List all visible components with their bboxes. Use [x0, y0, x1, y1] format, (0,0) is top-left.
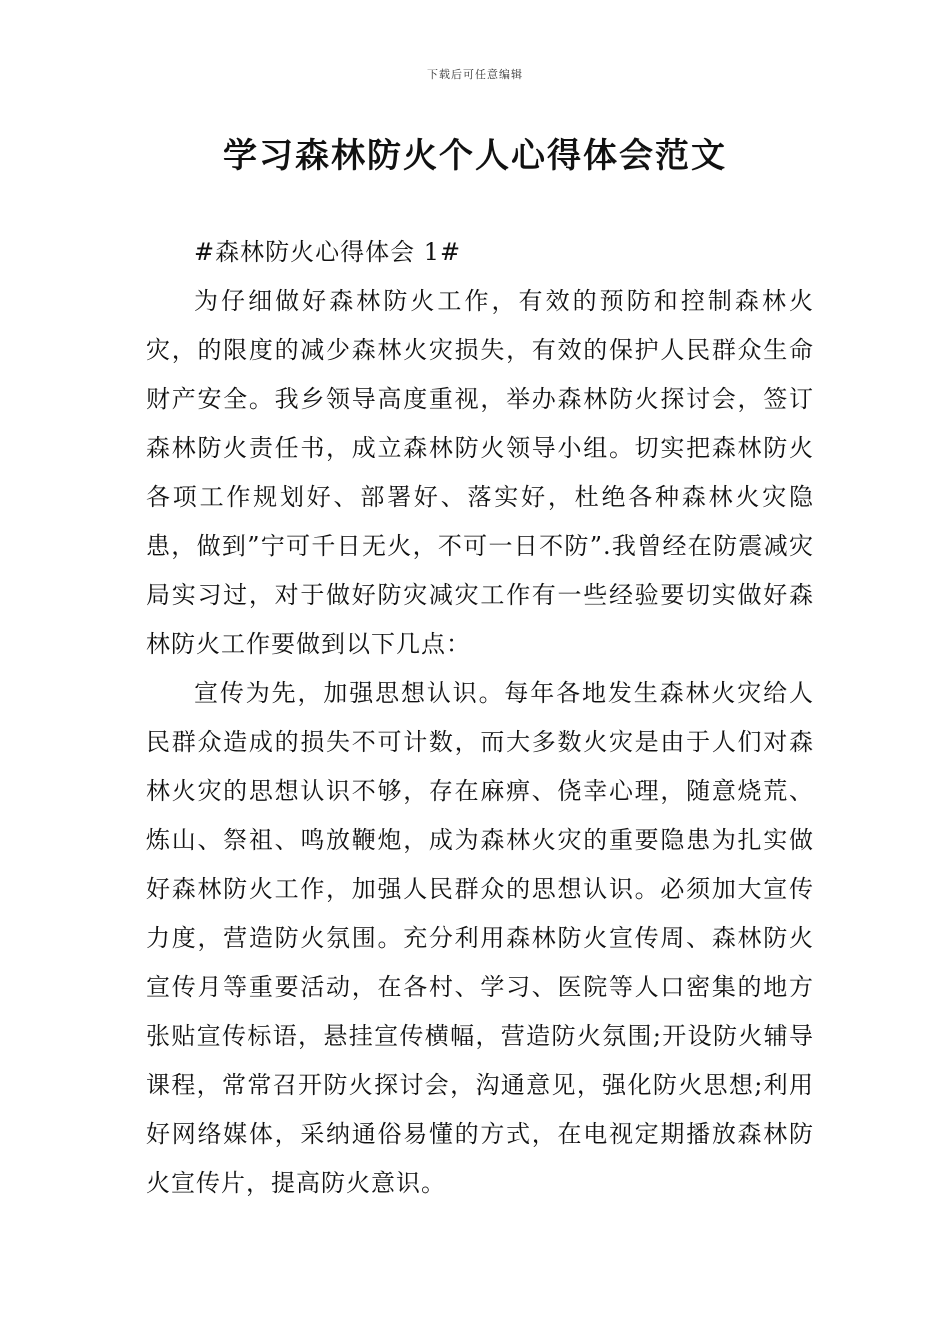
- paragraph-1: 为仔细做好森林防火工作，有效的预防和控制森林火灾，的限度的减少森林火灾损失，有效的保护人民群众生命财产安全。我乡领导高度重视，举办森林防火探讨会，签订森林防火责任书，成立森林防火领导小组。切实把森林防火各项工作规划好、部署好、落实好，杜绝各种森林火灾隐患，做到”宁可千日无火，不可一日不防”.我曾经在防震减灾局实习过，对于做好防灾减灾工作有一些经验要切实做好森林防火工作要做到以下几点：: [146, 287, 814, 658]
- header-note: 下载后可任意编辑: [427, 68, 523, 81]
- document-title: 学习森林防火个人心得体会范文: [223, 136, 727, 176]
- document-body: [146, 228, 814, 1208]
- paragraph-2: 宣传为先，加强思想认识。每年各地发生森林火灾给人民群众造成的损失不可计数，而大多数火灾是由于人们对森林火灾的思想认识不够，存在麻痹、侥幸心理，随意烧荒、炼山、祭祖、鸣放鞭炮，成为森林火灾的重要隐患为扎实做好森林防火工作，加强人民群众的思想认识。必须加大宣传力度，营造防火氛围。充分利用森林防火宣传周、森林防火宣传月等重要活动，在各村、学习、医院等人口密集的地方张贴宣传标语，悬挂宣传横幅，营造防火氛围;开设防火辅导课程，常常召开防火探讨会，沟通意见，强化防火思想;利用好网络媒体，采纳通俗易懂的方式，在电视定期播放森林防火宣传片，提高防火意识。: [146, 679, 814, 1197]
- section-heading: #森林防火心得体会 1#: [194, 238, 462, 266]
